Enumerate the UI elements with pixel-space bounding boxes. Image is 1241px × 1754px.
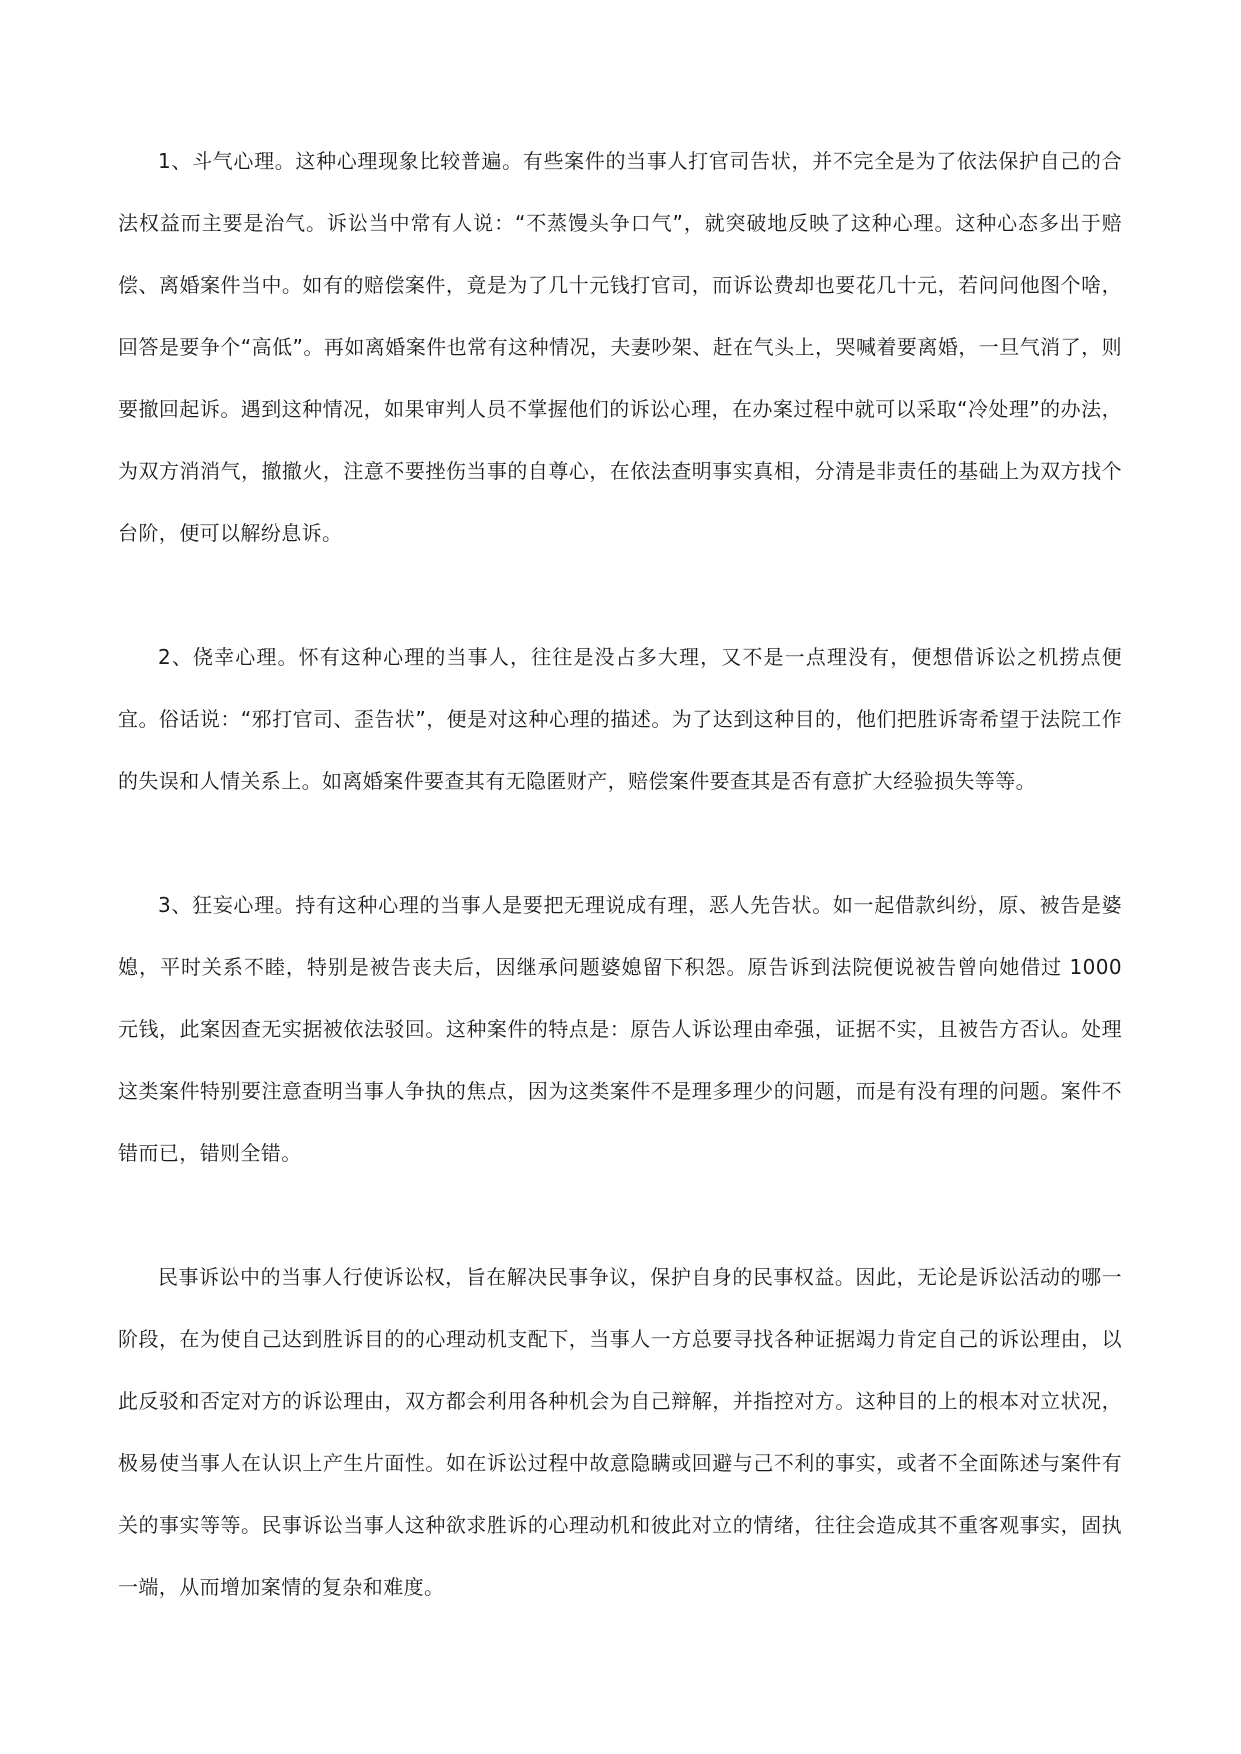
paragraph-gap bbox=[118, 812, 1122, 874]
document-body bbox=[118, 130, 1122, 1618]
paragraph-luck-psychology: 2、侥幸心理。怀有这种心理的当事人，往往是没占多大理，又不是一点理没有，便想借诉讼之机捞点便宜。俗话说：“邪打官司、歪告状”，便是对这种心理的描述。为了达到这种目的，他们把胜诉寄希望于法院工作的失误和人情关系上。如离婚案件要查其有无隐匿财产，赔偿案件要查其是否有意扩大经验损失等等。 bbox=[118, 645, 1122, 793]
paragraph-gap bbox=[118, 1184, 1122, 1246]
paragraph-gap bbox=[118, 564, 1122, 626]
paragraph-quarrel-psychology: 1、斗气心理。这种心理现象比较普遍。有些案件的当事人打官司告状，并不完全是为了依法保护自己的合法权益而主要是治气。诉讼当中常有人说：“不蒸馒头争口气”，就突破地反映了这种心理。这种心态多出于赔偿、离婚案件当中。如有的赔偿案件，竟是为了几十元钱打官司，而诉讼费却也要花几十元，若问问他图个啥，回答是要争个“高低”。再如离婚案件也常有这种情况，夫妻吵架、赶在气头上，哭喊着要离婚，一旦气消了，则要撤回起诉。遇到这种情况，如果审判人员不掌握他们的诉讼心理，在办案过程中就可以采取“冷处理”的办法，为双方消消气，撤撤火，注意不要挫伤当事的自尊心，在依法查明事实真相，分清是非责任的基础上为双方找个台阶，便可以解纷息诉。 bbox=[118, 149, 1122, 545]
paragraph-litigant-summary: 民事诉讼中的当事人行使诉讼权，旨在解决民事争议，保护自身的民事权益。因此，无论是诉讼活动的哪一阶段，在为使自己达到胜诉目的的心理动机支配下，当事人一方总要寻找各种证据竭力肯定自己的诉讼理由，以此反驳和否定对方的诉讼理由，双方都会利用各种机会为自己辩解，并指控对方。这种目的上的根本对立状况，极易使当事人在认识上产生片面性。如在诉讼过程中故意隐瞒或回避与己不利的事实，或者不全面陈述与案件有关的事实等等。民事诉讼当事人这种欲求胜诉的心理动机和彼此对立的情绪，往往会造成其不重客观事实，固执一端，从而增加案情的复杂和难度。 bbox=[118, 1265, 1122, 1599]
paragraph-arrogance-psychology: 3、狂妄心理。持有这种心理的当事人是要把无理说成有理，恶人先告状。如一起借款纠纷，原、被告是婆媳，平时关系不睦，特别是被告丧夫后，因继承问题婆媳留下积怨。原告诉到法院便说被告曾向她借过 1000 元钱，此案因查无实据被依法驳回。这种案件的特点是：原告人诉讼理由牵强，证据不实，且被告方否认。处理这类案件特别要注意查明当事人争执的焦点，因为这类案件不是理多理少的问题，而是有没有理的问题。案件不错而已，错则全错。 bbox=[118, 893, 1122, 1165]
